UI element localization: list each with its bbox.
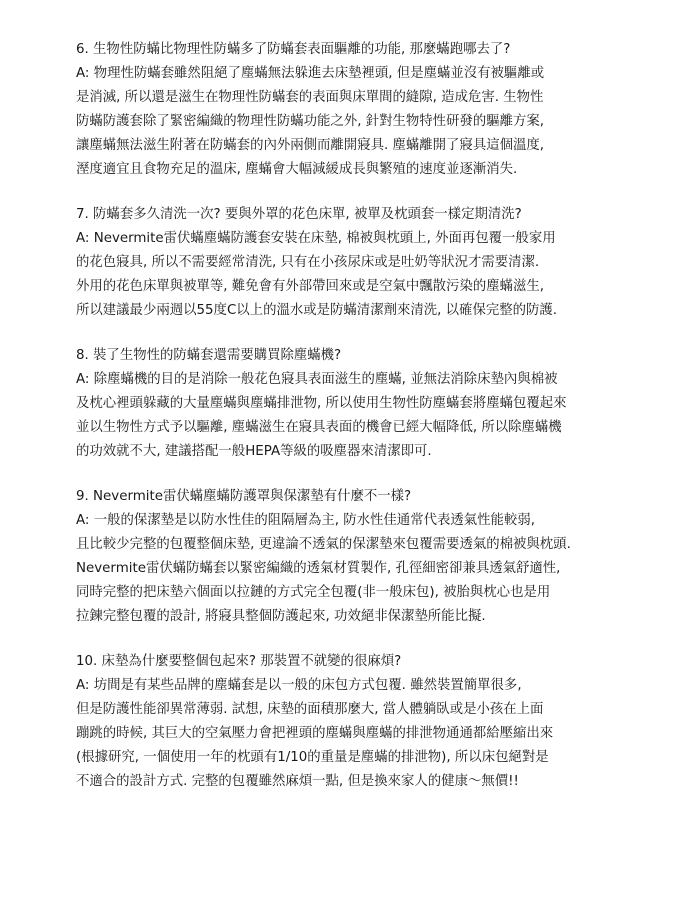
faq-answer-line: A: 除塵蟎機的目的是消除一般花色寢具表面滋生的塵蟎, 並無法消除床墊內與棉被 <box>76 372 558 387</box>
faq-answer-line: 拉鍊完整包覆的設計, 將寢具整個防護起來, 功效絕非保潔墊所能比擬. <box>76 609 486 624</box>
faq-question: 8. 裝了生物性的防蟎套還需要購買除塵蟎機? <box>76 348 342 363</box>
faq-answer-line: 同時完整的把床墊六個面以拉鏈的方式完全包覆(非一般床包), 被胎與枕心也是用 <box>76 585 551 600</box>
faq-question: 9. Nevermite雷伏蟎塵蟎防護罩與保潔墊有什麼不一樣? <box>76 489 412 504</box>
faq-item-10 <box>76 650 676 794</box>
faq-answer-line: 是消滅, 所以還是滋生在物理性防蟎套的表面與床單間的縫隙, 造成危害. 生物性 <box>76 90 544 105</box>
faq-answer-line: 溼度適宜且食物充足的溫床, 塵蟎會大幅減緩成長與繁殖的速度並逐漸消失. <box>76 162 518 177</box>
faq-answer-line: 的花色寢具, 所以不需要經常清洗, 只有在小孩尿床或是吐奶等狀況才需要清潔. <box>76 255 540 270</box>
faq-answer-line: 讓塵蟎無法滋生附著在防蟎套的內外兩側而離開寢具. 塵蟎離開了寢具這個溫度, <box>76 138 545 153</box>
faq-question: 7. 防蟎套多久清洗一次? 要與外罩的花色床單, 被單及枕頭套一樣定期清洗? <box>76 207 522 222</box>
faq-answer-line: Nevermite雷伏蟎防蟎套以緊密編織的透氣材質製作, 孔徑細密卻兼具透氣舒適性, <box>76 561 561 576</box>
faq-answer-line: 防蟎防護套除了緊密編織的物理性防蟎功能之外, 針對生物特性研發的驅離方案, <box>76 114 545 129</box>
faq-answer-line: 所以建議最少兩週以55度C以上的溫水或是防蟎清潔劑來清洗, 以確保完整的防護. <box>76 303 558 318</box>
faq-answer-line: 外用的花色床單與被單等, 難免會有外部帶回來或是空氣中飄散污染的塵蟎滋生, <box>76 279 545 294</box>
faq-answer-line: 及枕心裡頭躲藏的大量塵蟎與塵蟎排泄物, 所以使用生物性防塵蟎套將塵蟎包覆起來 <box>76 396 567 411</box>
faq-answer-line: 且比較少完整的包覆整個床墊, 更違論不透氣的保潔墊來包覆需要透氣的棉被與枕頭. <box>76 537 571 552</box>
faq-question: 6. 生物性防蟎比物理性防蟎多了防蟎套表面驅離的功能, 那麼蟎跑哪去了? <box>76 42 511 57</box>
faq-answer-line: A: 一般的保潔墊是以防水性佳的阻隔層為主, 防水性佳通常代表透氣性能較弱, <box>76 513 535 528</box>
faq-answer-line: 不適合的設計方式. 完整的包覆雖然麻煩一點, 但是換來家人的健康～無價!! <box>76 774 519 789</box>
faq-page <box>76 38 676 815</box>
faq-answer-line: (根據研究, 一個使用一年的枕頭有1/10的重量是塵蟎的排泄物), 所以床包絕對是 <box>76 750 549 765</box>
faq-item-8 <box>76 344 676 464</box>
faq-item-9 <box>76 485 676 629</box>
faq-answer-line: 的功效就不大, 建議搭配一般HEPA等級的吸塵器來清潔即可. <box>76 444 432 459</box>
faq-answer-line: 並以生物性方式予以驅離, 塵蟎滋生在寢具表面的機會已經大幅降低, 所以除塵蟎機 <box>76 420 562 435</box>
faq-answer-line: A: Nevermite雷伏蟎塵蟎防護套安裝在床墊, 棉被與枕頭上, 外面再包覆一般家用 <box>76 231 556 246</box>
faq-item-7 <box>76 203 676 323</box>
faq-answer-line: 但是防護性能卻異常薄弱. 試想, 床墊的面積那麼大, 當人體躺臥或是小孩在上面 <box>76 702 544 717</box>
faq-answer-line: A: 坊間是有某些品牌的塵蟎套是以一般的床包方式包覆. 雖然裝置簡單很多, <box>76 678 522 693</box>
faq-answer-line: 蹦跳的時候, 其巨大的空氣壓力會把裡頭的塵蟎與塵蟎的排泄物通通都給壓縮出來 <box>76 726 554 741</box>
faq-question: 10. 床墊為什麼要整個包起來? 那裝置不就變的很麻煩? <box>76 654 402 669</box>
faq-answer-line: A: 物理性防蟎套雖然阻絕了塵蟎無法躲進去床墊裡頭, 但是塵蟎並沒有被驅離或 <box>76 66 545 81</box>
faq-item-6 <box>76 38 676 182</box>
